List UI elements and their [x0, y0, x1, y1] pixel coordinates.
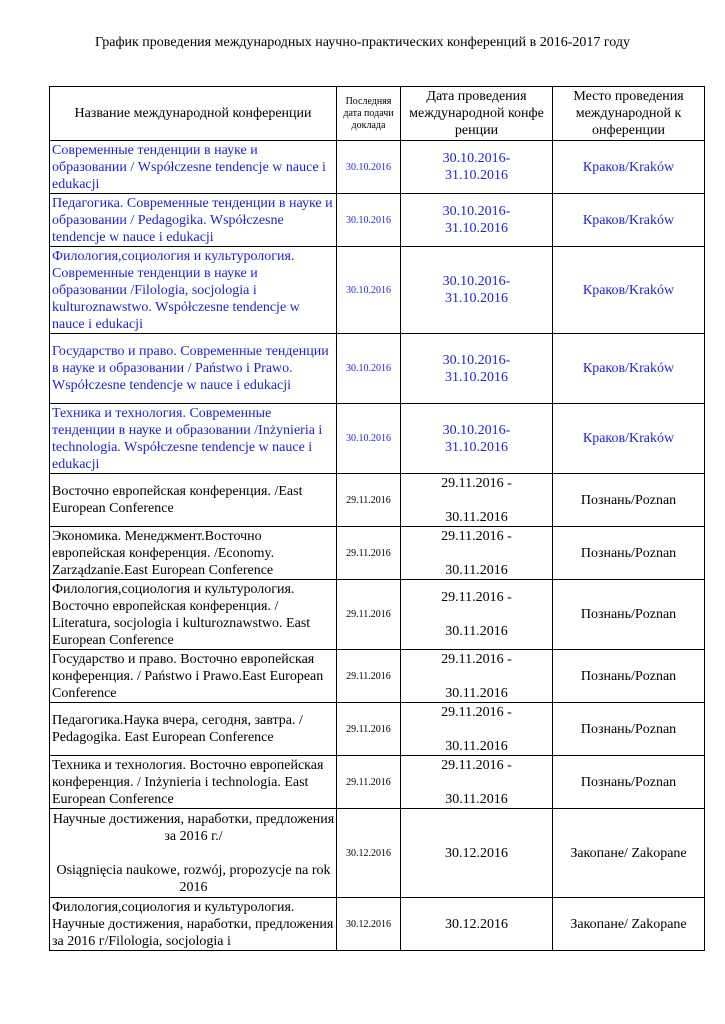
held-from: 30.10.2016-: [442, 274, 511, 289]
held-to: 31.10.2016: [445, 221, 508, 236]
conference-place: Познань/Poznan: [553, 474, 705, 527]
conference-place: Краков/Kraków: [553, 141, 705, 194]
conference-name: Современные тенденции в науке и образовании / Współczesne tendencje w nauce i edukacji: [50, 141, 337, 194]
submission-date: 30.10.2016: [337, 247, 401, 334]
table-row: [50, 474, 705, 527]
held-dates: [401, 194, 553, 247]
submission-date: 29.11.2016: [337, 756, 401, 809]
held-from: 29.11.2016 -: [441, 528, 512, 544]
held-to: 30.11.2016: [445, 791, 508, 807]
conference-place: Закопане/ Zakopane: [553, 898, 705, 951]
held-to: 31.10.2016: [445, 291, 508, 306]
held-dates: [401, 247, 553, 334]
table-row: [50, 650, 705, 703]
held-to: 30.11.2016: [445, 509, 508, 525]
submission-date: 29.11.2016: [337, 580, 401, 650]
conference-place: Познань/Poznan: [553, 650, 705, 703]
submission-date: 30.10.2016: [337, 194, 401, 247]
held-dates: [401, 334, 553, 404]
table-row: [50, 194, 705, 247]
held-to: 30.11.2016: [445, 624, 508, 639]
submission-date: 30.10.2016: [337, 404, 401, 474]
table-header-row: [50, 87, 705, 141]
conference-name: [50, 809, 337, 898]
held-from: 30.10.2016-: [442, 151, 511, 166]
conference-name: Техника и технология. Восточно европейская конференция. / Inżynieria i technologia. East European Conference: [50, 756, 337, 809]
held-dates: [401, 141, 553, 194]
table-row: [50, 703, 705, 756]
held-from: 29.11.2016 -: [441, 475, 512, 491]
held-dates: [401, 650, 553, 703]
held-to: 31.10.2016: [445, 439, 508, 455]
table-row: [50, 527, 705, 580]
table-row: [50, 898, 705, 951]
held-from: 29.11.2016 -: [441, 590, 512, 605]
table-row: [50, 247, 705, 334]
held-dates: [401, 703, 553, 756]
conference-place: Познань/Poznan: [553, 580, 705, 650]
held-dates: 30.12.2016: [401, 809, 553, 898]
submission-date: 30.12.2016: [337, 809, 401, 898]
held-from: 29.11.2016 -: [441, 704, 512, 720]
conference-name: Филология,социология и культурология. Научные достижения, наработки, предложения за 2016 г/Filologia, socjologia i: [50, 898, 337, 951]
submission-date: 29.11.2016: [337, 703, 401, 756]
held-dates: 30.12.2016: [401, 898, 553, 951]
submission-date: 29.11.2016: [337, 650, 401, 703]
conference-name-pl: Osiągnięcia naukowe, rozwój, propozycje na rok 2016: [56, 862, 331, 895]
conference-name: Филология,социология и культурология. Восточно европейская конференция. / Literatura, socjologia i kulturoznawstwo. East European Conference: [50, 580, 337, 650]
header-name: Название международной конференции: [50, 87, 337, 141]
conference-place: Краков/Kraków: [553, 334, 705, 404]
conference-place: Краков/Kraków: [553, 194, 705, 247]
conference-name: Государство и право. Восточно европейская конференция. / Państwo i Prawo.East European Conference: [50, 650, 337, 703]
conference-place: Познань/Poznan: [553, 527, 705, 580]
table-row: [50, 404, 705, 474]
conference-name: Восточно европейская конференция. /East European Conference: [50, 474, 337, 527]
held-to: 31.10.2016: [445, 168, 508, 183]
held-to: 30.11.2016: [445, 562, 508, 578]
header-held: Дата проведения международной конфе ренции: [401, 87, 553, 141]
table-row: [50, 809, 705, 898]
conference-place: Закопане/ Zakopane: [553, 809, 705, 898]
conference-name: Педагогика.Наука вчера, сегодня, завтра. / Pedagogika. East European Conference: [50, 703, 337, 756]
submission-date: 30.10.2016: [337, 141, 401, 194]
held-from: 29.11.2016 -: [441, 651, 512, 667]
conference-name: Техника и технология. Современные тенденции в науке и образовании /Inżynieria i technologia. Współczesne tendencje w nauce i edukacji: [50, 404, 337, 474]
submission-date: 29.11.2016: [337, 527, 401, 580]
held-dates: [401, 404, 553, 474]
page-title: График проведения международных научно-практических конференций в 2016-2017 году: [95, 35, 630, 50]
table-row: [50, 334, 705, 404]
conference-name-ru: Научные достижения, наработки, предложения за 2016 г./: [52, 811, 335, 844]
submission-date: 30.10.2016: [337, 334, 401, 404]
table-row: [50, 756, 705, 809]
conference-place: Познань/Poznan: [553, 703, 705, 756]
held-dates: [401, 756, 553, 809]
held-dates: [401, 474, 553, 527]
held-to: 31.10.2016: [445, 369, 508, 385]
header-place: Место проведения международной к онференции: [553, 87, 705, 141]
held-from: 30.10.2016-: [442, 352, 511, 368]
conference-name: Экономика. Менеджмент.Восточно европейская конференция. /Economy. Zarządzanie.East European Conference: [50, 527, 337, 580]
conference-name: Филология,социология и культурология. Современные тенденции в науке и образовании /Filologia, socjologia i kulturoznawstwo. Współczesne tendencje w nauce i edukacji: [50, 247, 337, 334]
conference-name: Педагогика. Современные тенденции в науке и образовании / Pedagogika. Współczesne tendencje w nauce i edukacji: [50, 194, 337, 247]
held-from: 30.10.2016-: [442, 204, 511, 219]
held-to: 30.11.2016: [445, 738, 508, 754]
conference-table: [49, 86, 705, 951]
held-from: 29.11.2016 -: [441, 757, 512, 773]
header-submission: Последняя дата подачи доклада: [337, 87, 401, 141]
submission-date: 30.12.2016: [337, 898, 401, 951]
held-to: 30.11.2016: [445, 685, 508, 701]
held-from: 30.10.2016-: [442, 422, 511, 438]
conference-place: Познань/Poznan: [553, 756, 705, 809]
held-dates: [401, 580, 553, 650]
table-row: [50, 580, 705, 650]
conference-place: Краков/Kraków: [553, 404, 705, 474]
conference-place: Краков/Kraków: [553, 247, 705, 334]
table-row: [50, 141, 705, 194]
conference-name: Государство и право. Современные тенденции в науке и образовании / Państwo i Prawo. Współczesne tendencje w nauce i edukacji: [50, 334, 337, 404]
submission-date: 29.11.2016: [337, 474, 401, 527]
held-dates: [401, 527, 553, 580]
